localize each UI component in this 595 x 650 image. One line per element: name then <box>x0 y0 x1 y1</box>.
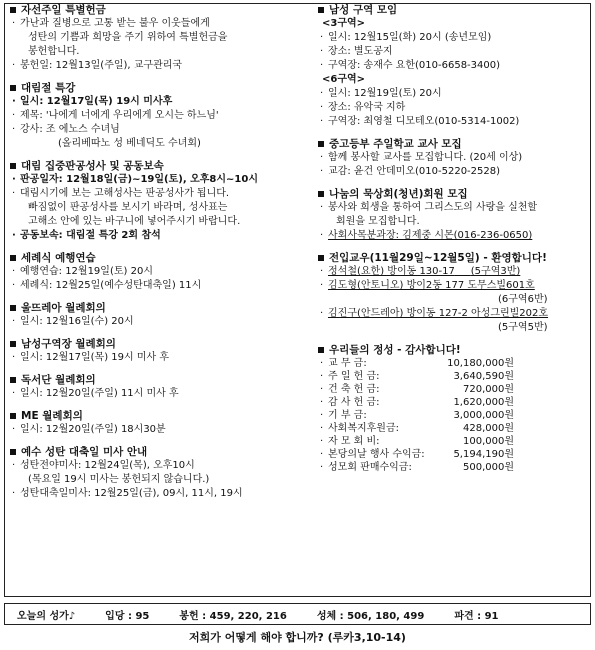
section-title: 남성 구역 모임 <box>318 3 588 17</box>
info-line: · 판공일자: 12월18일(금)~19일(토), 오후8시~10시 <box>10 173 310 187</box>
info-line: 빠짐없이 판공성사를 보시기 바라며, 성사표는 <box>28 202 228 213</box>
hymns-label: 오늘의 성가♪ <box>17 610 76 622</box>
section-title: 예수 성탄 대축일 미사 안내 <box>10 445 310 459</box>
section-title: ME 월례회의 <box>10 409 310 423</box>
section-title: 세례식 예행연습 <box>10 251 310 265</box>
group-heading: <3구역> <box>322 18 366 29</box>
left-column <box>10 3 310 509</box>
offering-row: · 건 축 헌 금: 720,000원 <box>318 383 588 396</box>
offering-row: · 교 무 금: 10,180,000원 <box>318 357 588 370</box>
info-line: · 일시: 12월17일(목) 19시 미사후 <box>10 95 310 109</box>
section-title: 울뜨레아 월례회의 <box>10 301 310 315</box>
info-line: · 장소: 별도공지 <box>318 45 588 59</box>
section-title: 독서단 월례회의 <box>10 373 310 387</box>
info-line: · 함께 봉사할 교사를 모집합니다. (20세 이상) <box>318 151 588 165</box>
square-bullet-icon <box>10 413 16 419</box>
info-line: · 교감: 윤건 안데미오(010-5220-2528) <box>318 165 588 179</box>
section-title: 중고등부 주일학교 교사 모집 <box>318 137 588 151</box>
offering-row: · 주 일 헌 금: 3,640,590원 <box>318 370 588 383</box>
right-column <box>318 3 588 482</box>
info-line: (올리베따노 성 베네딕도 수녀회) <box>58 138 201 149</box>
district-leaders-section <box>10 337 310 365</box>
christmas-offering-section <box>10 3 310 73</box>
men-meeting-section <box>318 3 588 129</box>
square-bullet-icon <box>318 7 324 13</box>
sunday-school-section <box>318 137 588 179</box>
newcomer-group: (5구역5반) <box>498 322 548 333</box>
advent-lecture-section <box>10 81 310 151</box>
info-line: 봉헌합니다. <box>28 46 80 57</box>
hymn-entrance: 입당 : 95 <box>105 610 150 622</box>
baptism-section <box>10 251 310 293</box>
section-title: 대림 집중판공성사 및 공동보속 <box>10 159 310 173</box>
me-section <box>10 409 310 437</box>
square-bullet-icon <box>10 305 16 311</box>
newcomer-line: · 김도형(안토니오) 방이2동 177 도무스빌601호 <box>318 279 588 293</box>
section-title: 남성구역장 월례회의 <box>10 337 310 351</box>
info-line: · 봉헌일: 12월13일(주일), 교구관리국 <box>10 59 310 73</box>
info-line: · 일시: 12월17일(목) 19시 미사 후 <box>10 351 310 365</box>
offering-row: · 성모회 판매수익금: 500,000원 <box>318 461 588 474</box>
info-line: · 일시: 12월20일(주일) 18시30분 <box>10 423 310 437</box>
info-line: · 일시: 12월19일(토) 20시 <box>318 87 588 101</box>
ultreya-section <box>10 301 310 329</box>
info-line: · 제목: '나에게 너에게 우리에게 오시는 하느님' <box>10 109 310 123</box>
square-bullet-icon <box>10 85 16 91</box>
hymn-communion: 성체 : 506, 180, 499 <box>316 610 425 622</box>
square-bullet-icon <box>10 7 16 13</box>
info-line: 회원을 모집합니다. <box>336 216 420 227</box>
square-bullet-icon <box>318 255 324 261</box>
info-line: · 세례식: 12월25일(예수성탄대축일) 11시 <box>10 279 310 293</box>
scripture-verse: 저희가 어떻게 해야 합니까? (루카3,10-14) <box>189 631 406 644</box>
section-title: 전입교우(11월29일~12월5일) - 환영합니다! <box>318 251 588 265</box>
offerings-section <box>318 343 588 474</box>
info-line: · 공동보속: 대림절 특강 2회 참석 <box>10 229 310 243</box>
section-title: 대림절 특강 <box>10 81 310 95</box>
info-line: · 가난과 질병으로 고통 받는 불우 이웃들에게 <box>10 17 310 31</box>
info-line: · 일시: 12월16일(수) 20시 <box>10 315 310 329</box>
section-title: 나눔의 묵상회(청년)회원 모집 <box>318 187 588 201</box>
christmas-mass-section <box>10 445 310 501</box>
info-line: · 강사: 조 에노스 수녀님 <box>10 123 310 137</box>
section-title: 우리들의 정성 - 감사합니다! <box>318 343 588 357</box>
newcomer-group: (6구역6반) <box>498 294 548 305</box>
square-bullet-icon <box>10 341 16 347</box>
section-title: 자선주일 특별헌금 <box>10 3 310 17</box>
offering-row: · 자 모 회 비: 100,000원 <box>318 435 588 448</box>
info-line: · 일시: 12월15일(화) 20시 (송년모임) <box>318 31 588 45</box>
square-bullet-icon <box>318 347 324 353</box>
info-line: · 대림시기에 보는 고해성사는 판공성사가 됩니다. <box>10 187 310 201</box>
info-line: · 성탄대축일미사: 12월25일(금), 09시, 11시, 19시 <box>10 487 310 501</box>
square-bullet-icon <box>10 255 16 261</box>
confession-section <box>10 159 310 243</box>
newcomer-line: · 김진구(안드레아) 방이동 127-2 아성그린빌202호 <box>318 307 588 321</box>
offering-row: · 본당의날 행사 수익금: 5,194,190원 <box>318 448 588 461</box>
offering-row: · 사회복지후원금: 428,000원 <box>318 422 588 435</box>
info-line: · 사회사목분과장: 김제중 시몬(016-236-0650) <box>318 229 588 243</box>
info-line: · 예행연습: 12월19일(토) 20시 <box>10 265 310 279</box>
info-line: · 구역장: 송재수 요한(010-6658-3400) <box>318 59 588 73</box>
info-line: (목요일 19시 미사는 봉헌되지 않습니다.) <box>28 474 210 485</box>
square-bullet-icon <box>10 163 16 169</box>
info-line: · 일시: 12월20일(주일) 11시 미사 후 <box>10 387 310 401</box>
square-bullet-icon <box>10 377 16 383</box>
square-bullet-icon <box>318 141 324 147</box>
group-heading: <6구역> <box>322 74 366 85</box>
info-line: 고해소 안에 있는 바구니에 넣어주시기 바랍니다. <box>28 216 241 227</box>
hymn-recessional: 파견 : 91 <box>454 610 499 622</box>
info-line: · 장소: 유악국 지하 <box>318 101 588 115</box>
readers-section <box>10 373 310 401</box>
offering-row: · 기 부 금: 3,000,000원 <box>318 409 588 422</box>
info-line: · 봉사와 희생을 통하여 그리스도의 사랑을 실천할 <box>318 201 588 215</box>
info-line: 성탄의 기쁨과 희망을 주기 위하여 특별헌금을 <box>28 32 228 43</box>
newcomer-line: · 정석철(요한) 방이동 130-17 (5구역3반) <box>318 265 588 279</box>
hymns-bar <box>4 603 591 625</box>
offering-row: · 감 사 헌 금: 1,620,000원 <box>318 396 588 409</box>
square-bullet-icon <box>318 191 324 197</box>
square-bullet-icon <box>10 449 16 455</box>
info-line: · 성탄전야미사: 12월24일(목), 오후10시 <box>10 459 310 473</box>
newcomers-section <box>318 251 588 335</box>
sharing-section <box>318 187 588 243</box>
hymn-offertory: 봉헌 : 459, 220, 216 <box>179 610 287 622</box>
info-line: · 구역장: 최영철 디모테오(010-5314-1002) <box>318 115 588 129</box>
